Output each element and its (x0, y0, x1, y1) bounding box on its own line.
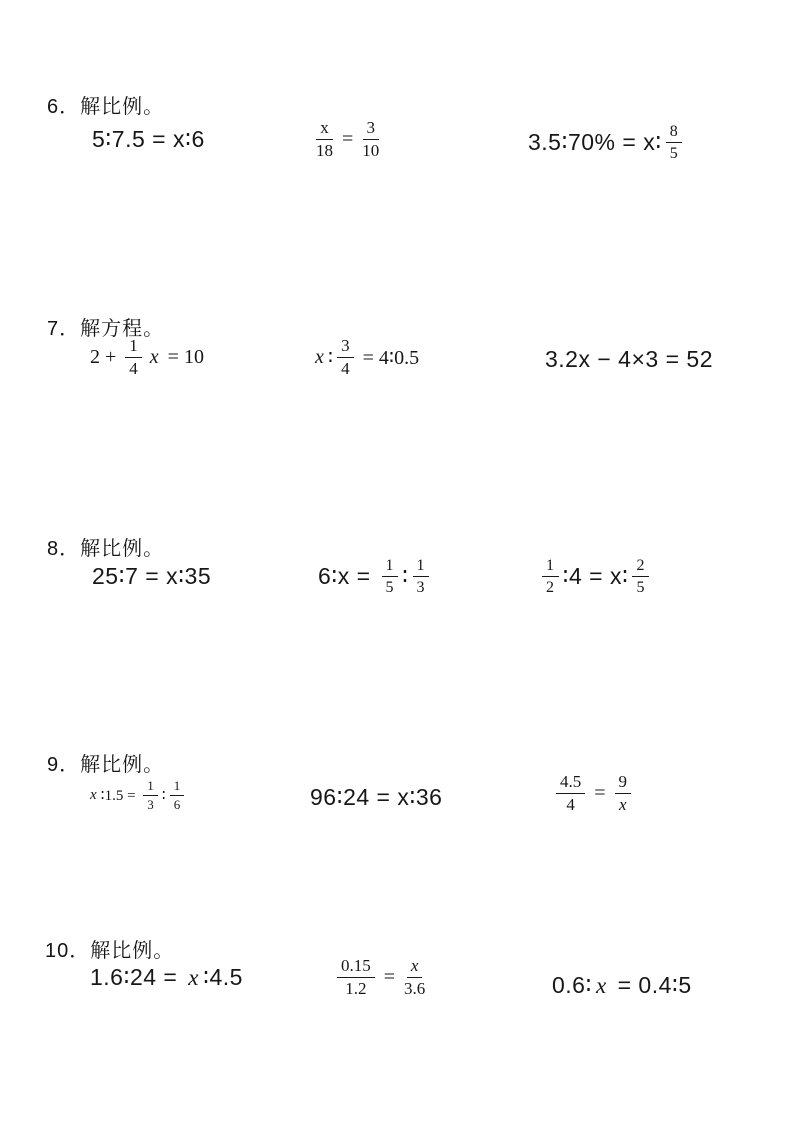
fraction-denominator: 5 (636, 579, 645, 597)
fraction-numerator: 1 (125, 336, 142, 358)
fraction (556, 772, 585, 816)
math-text: 2 + (90, 346, 122, 369)
variable-x: x (595, 972, 607, 998)
problem-8-2 (318, 556, 433, 597)
fraction-denominator: 6 (173, 796, 181, 812)
problem-9-2 (310, 784, 442, 811)
problem-10-2 (333, 956, 429, 1000)
fraction-denominator: 5 (669, 145, 679, 163)
fraction-denominator: x (619, 795, 627, 815)
section-9-heading: 9．解比例。 (47, 754, 165, 776)
fraction (316, 118, 333, 162)
math-text: = 4∶0.5 (357, 347, 420, 370)
problem-6-1 (92, 126, 205, 153)
problem-10-1 (90, 964, 243, 991)
math-text: 0.6∶ (552, 972, 592, 998)
fraction (125, 336, 142, 380)
math-text: ∶ (161, 787, 166, 804)
fraction-numerator: 0.15 (337, 956, 375, 978)
fraction-denominator: 10 (362, 141, 380, 161)
fraction-numerator: 1 (143, 778, 158, 796)
variable-x: x (188, 964, 199, 990)
fraction-denominator: 4 (566, 795, 575, 815)
variable-x: x (315, 346, 324, 369)
section-8-heading: 8．解比例。 (47, 538, 165, 560)
math-text: 3.2x − 4×3 = 52 (545, 346, 713, 372)
fraction-denominator: 3.6 (404, 979, 426, 999)
fraction-numerator: 1 (542, 556, 559, 577)
math-text: ∶ (327, 347, 334, 370)
fraction (337, 336, 354, 380)
math-text: = (337, 128, 359, 151)
fraction-denominator: 18 (316, 141, 333, 161)
fraction (143, 778, 158, 812)
problem-6-2 (312, 118, 383, 162)
section-10-heading: 10．解比例。 (45, 940, 175, 962)
fraction-numerator: x (407, 956, 423, 978)
problem-10-3 (552, 972, 692, 999)
fraction-denominator: 4 (341, 359, 350, 379)
fraction (666, 122, 683, 163)
variable-x: x (90, 786, 97, 803)
fraction (382, 556, 399, 597)
math-text: 6∶x = (318, 563, 378, 590)
fraction-numerator: 3 (363, 118, 380, 140)
fraction-numerator: x (316, 118, 333, 140)
math-text: ∶4.5 (202, 964, 243, 990)
problem-7-3 (545, 346, 713, 373)
fraction-numerator: 2 (632, 556, 649, 577)
section-6-heading: 6．解比例。 (47, 96, 165, 118)
fraction (362, 118, 379, 162)
math-text: 5∶7.5 = x∶6 (92, 126, 205, 152)
fraction-numerator: 9 (615, 772, 632, 794)
fraction (413, 556, 430, 597)
fraction-denominator: 3 (147, 796, 154, 812)
math-text: ∶4 = x∶ (562, 563, 629, 590)
fraction-denominator: 4 (129, 359, 138, 379)
problem-7-2 (311, 336, 419, 380)
fraction-numerator: 1 (413, 556, 430, 577)
math-text: = 0.4∶5 (610, 972, 692, 998)
problem-8-3 (538, 556, 653, 597)
math-text: 1.6∶24 = (90, 964, 185, 990)
problem-6-3 (528, 122, 686, 163)
math-text: 3.5∶70% = x∶ (528, 129, 662, 156)
fraction (170, 778, 185, 812)
math-text: = (589, 782, 611, 805)
fraction-numerator: 1 (382, 556, 399, 577)
fraction-denominator: 3 (416, 579, 425, 597)
fraction-denominator: 1.2 (345, 979, 367, 999)
fraction (615, 772, 632, 816)
problem-9-1 (86, 778, 188, 812)
fraction (632, 556, 649, 597)
fraction-numerator: 1 (170, 778, 185, 796)
problem-7-1 (90, 336, 204, 380)
math-text: 25∶7 = x∶35 (92, 563, 212, 589)
problem-8-1 (92, 563, 211, 590)
math-text: = 10 (162, 346, 204, 369)
math-text: = (378, 966, 401, 989)
fraction (337, 956, 375, 1000)
math-text: 96∶24 = x∶36 (310, 784, 443, 810)
variable-x: x (149, 346, 159, 369)
fraction-numerator: 3 (337, 336, 354, 358)
fraction (404, 956, 425, 1000)
fraction (542, 556, 559, 597)
section-7-heading: 7．解方程。 (47, 318, 165, 340)
fraction-numerator: 4.5 (556, 772, 585, 794)
math-text: ∶ (402, 563, 409, 590)
math-text: ∶1.5 = (100, 787, 140, 804)
fraction-denominator: 5 (385, 579, 394, 597)
fraction-numerator: 8 (666, 122, 683, 143)
fraction-denominator: 2 (546, 579, 555, 597)
problem-9-3 (552, 772, 635, 816)
